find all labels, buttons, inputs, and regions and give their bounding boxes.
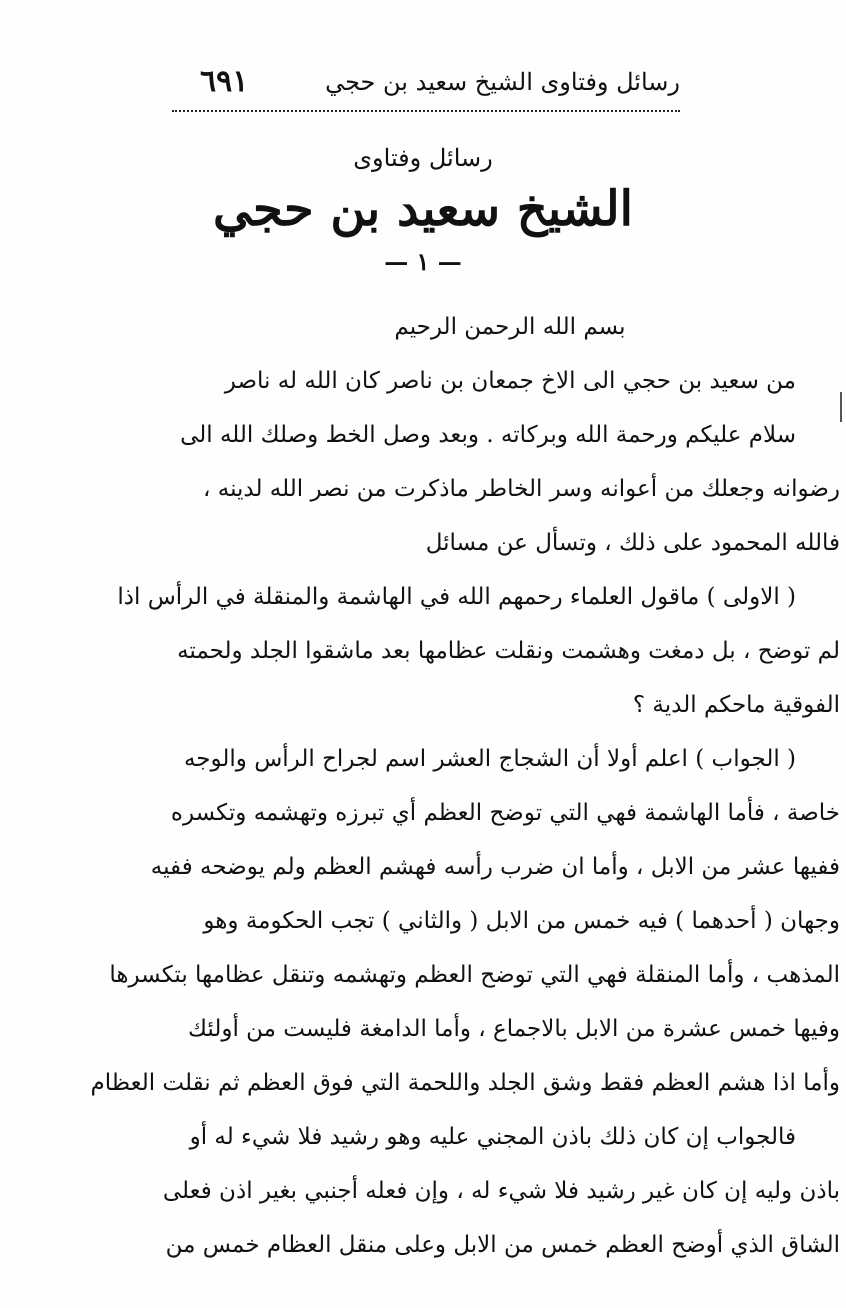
text-line: خاصة ، فأما الهاشمة فهي التي توضح العظم أي تبرزه وتهشمه وتكسره bbox=[170, 800, 840, 826]
text-line: سلام عليكم ورحمة الله وبركاته . وبعد وصل الخط وصلك الله الى bbox=[180, 422, 796, 448]
basmala-line: بسم الله الرحمن الرحيم bbox=[394, 314, 626, 340]
text-line: المذهب ، وأما المنقلة فهي التي توضح العظم وتهشمه وتنقل عظامها بتكسرها bbox=[109, 962, 840, 988]
text-line: باذن وليه إن كان غير رشيد فلا شيء له ، وإن فعله أجنبي بغير اذن فعلى bbox=[162, 1178, 840, 1204]
text-line: وأما اذا هشم العظم فقط وشق الجلد واللحمة التي فوق العظم ثم نقلت العظام bbox=[90, 1070, 840, 1096]
text-line: فالله المحمود على ذلك ، وتسأل عن مسائل bbox=[425, 530, 840, 556]
margin-mark bbox=[840, 392, 842, 422]
title-small: رسائل وفتاوى bbox=[353, 144, 493, 172]
text-line: من سعيد بن حجي الى الاخ جمعان بن ناصر كان الله له ناصر bbox=[224, 368, 796, 394]
header-divider bbox=[172, 110, 680, 112]
text-line: رضوانه وجعلك من أعوانه وسر الخاطر ماذكرت من نصر الله لدينه ، bbox=[203, 476, 840, 502]
title-main: الشيخ سعيد بن حجي bbox=[213, 181, 633, 237]
title-block bbox=[0, 140, 846, 282]
text-line: ففيها عشر من الابل ، وأما ان ضرب رأسه فهشم العظم ولم يوضحه ففيه bbox=[150, 854, 840, 880]
text-line: الفوقية ماحكم الدية ؟ bbox=[632, 692, 840, 718]
text-line: وجهان ( أحدهما ) فيه خمس من الابل ( والثاني ) تجب الحكومة وهو bbox=[203, 908, 840, 934]
text-line: الشاق الذي أوضح العظم خمس من الابل وعلى منقل العظام خمس من bbox=[165, 1232, 840, 1258]
page-header bbox=[160, 58, 680, 108]
section-number: — ١ — bbox=[384, 247, 462, 276]
running-title: رسائل وفتاوى الشيخ سعيد بن حجي bbox=[325, 68, 680, 96]
text-line: ( الجواب ) اعلم أولا أن الشجاج العشر اسم لجراح الرأس والوجه bbox=[183, 746, 796, 772]
page-number: ٦٩١ bbox=[200, 64, 249, 99]
text-line: لم توضح ، بل دمغت وهشمت ونقلت عظامها بعد ماشقوا الجلد ولحمته bbox=[177, 638, 840, 664]
text-line: وفيها خمس عشرة من الابل بالاجماع ، وأما الدامغة فليست من أولئك bbox=[188, 1016, 840, 1042]
body-text bbox=[90, 300, 840, 1272]
text-line: ( الاولى ) ماقول العلماء رحمهم الله في الهاشمة والمنقلة في الرأس اذا bbox=[117, 584, 796, 610]
text-line: فالجواب إن كان ذلك باذن المجني عليه وهو رشيد فلا شيء له أو bbox=[189, 1124, 796, 1150]
